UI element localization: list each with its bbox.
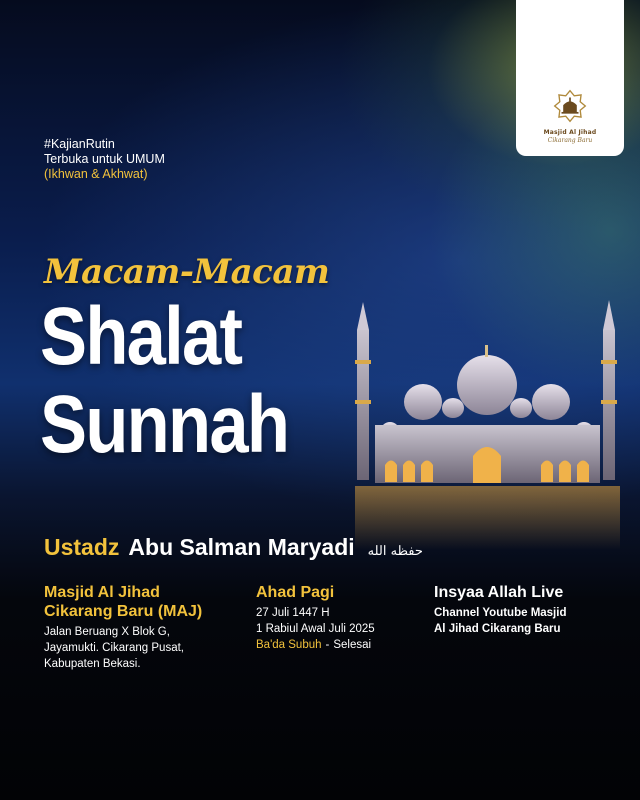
mosque-star-icon bbox=[553, 89, 587, 123]
schedule-date-hijri: 27 Juli 1447 H bbox=[256, 607, 330, 619]
hashtag: #KajianRutin bbox=[44, 137, 115, 151]
address-line-2: Jayamukti. Cikarang Pusat, bbox=[44, 642, 184, 654]
address-line-1: Jalan Beruang X Blok G, bbox=[44, 626, 170, 638]
masjid-logo bbox=[516, 0, 624, 156]
speaker-honorific: حفظه الله bbox=[367, 544, 423, 559]
open-public-label: Terbuka untuk UMUM bbox=[44, 152, 165, 166]
speaker-line bbox=[44, 534, 423, 561]
location-name-2: Cikarang Baru (MAJ) bbox=[44, 603, 203, 620]
live-channel-2: Al Jihad Cikarang Baru bbox=[434, 623, 561, 635]
live-heading: Insyaa Allah Live bbox=[434, 584, 564, 601]
time-end: Selesai bbox=[333, 639, 372, 651]
event-tags bbox=[44, 137, 165, 182]
time-separator: - bbox=[325, 639, 330, 651]
schedule-day: Ahad Pagi bbox=[256, 584, 335, 601]
live-channel-1: Channel Youtube Masjid bbox=[434, 607, 567, 619]
time-start: Ba'da Subuh bbox=[256, 639, 322, 651]
audience-label: (Ikhwan & Akhwat) bbox=[44, 167, 148, 181]
address-line-3: Kabupaten Bekasi. bbox=[44, 658, 141, 670]
schedule-block bbox=[256, 583, 426, 653]
speaker-prefix: Ustadz bbox=[44, 534, 120, 560]
live-block bbox=[434, 583, 630, 637]
location-block bbox=[44, 583, 244, 672]
schedule-date-masehi: 1 Rabiul Awal Juli 2025 bbox=[256, 623, 375, 635]
title-line-1: Shalat bbox=[40, 291, 242, 382]
location-name-1: Masjid Al Jihad bbox=[44, 584, 160, 601]
logo-subtitle: Cikarang Baru bbox=[547, 137, 593, 144]
title-script: Macam-Macam bbox=[44, 252, 330, 292]
mosque-illustration bbox=[335, 290, 640, 550]
logo-name: Masjid Al Jihad bbox=[543, 129, 597, 136]
speaker-name: Abu Salman Maryadi bbox=[128, 534, 355, 560]
title-line-2: Sunnah bbox=[40, 379, 289, 470]
schedule-time bbox=[256, 637, 426, 653]
